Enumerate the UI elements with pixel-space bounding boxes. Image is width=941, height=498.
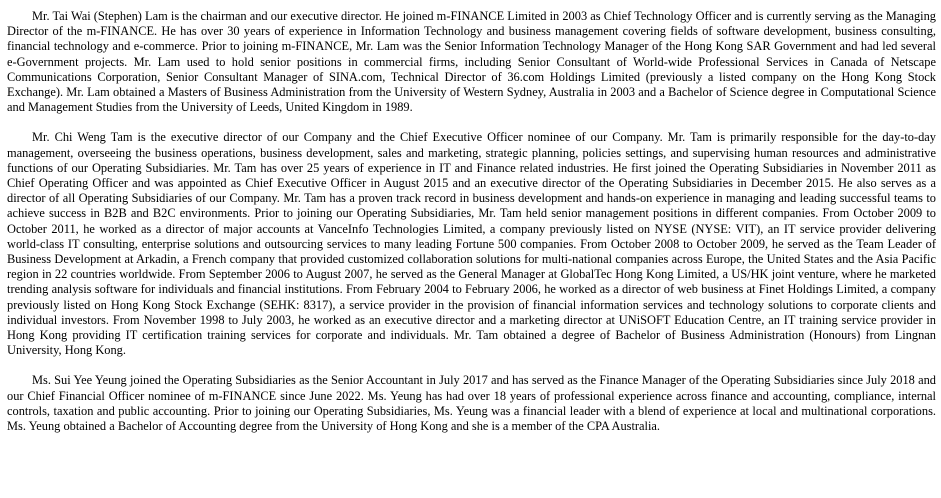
bio-paragraph-sui-yee-yeung: Ms. Sui Yee Yeung joined the Operating Subsidiaries as the Senior Accountant in July 2017 and has served as the Finance Manager of the Operating Subsidiaries since July 2018 and our Chief Financial Officer nominee of m-FINANCE since June 2022. Ms. Yeung has had over 18 years of professional experience across finance and accounting, compliance, internal controls, taxation and public accounting. Prior to joining our Operating Subsidiaries, Ms. Yeung was a financial leader with a blend of experience at local and multinational corporations. Ms. Yeung obtained a Bachelor of Accounting degree from the University of Hong Kong and she is a member of the CPA Australia.	[7, 373, 936, 434]
bio-paragraph-tai-wai-lam: Mr. Tai Wai (Stephen) Lam is the chairman and our executive director. He joined m-FINANCE Limited in 2003 as Chief Technology Officer and is currently serving as the Managing Director of the m-FINANCE. He has over 30 years of experience in Information Technology and business management covering fields of software development, business consulting, financial technology and e-commerce. Prior to joining m-FINANCE, Mr. Lam was the Senior Information Technology Manager of the Hong Kong SAR Government and had led several e-Government projects. Mr. Lam used to hold senior positions in commercial firms, including Senior Consultant of World-wide Professional Services in Canada of Netscape Communications Corporation, Senior Consultant Manager of SINA.com, Technical Director of 36.com Holdings Limited (previously a listed company on the Hong Kong Stock Exchange). Mr. Lam obtained a Masters of Business Administration from the University of Western Sydney, Australia in 2003 and a Bachelor of Science degree in Computational Science and Management Studies from the University of Leeds, United Kingdom in 1989.	[7, 9, 936, 115]
document-page	[7, 9, 936, 434]
bio-paragraph-chi-weng-tam: Mr. Chi Weng Tam is the executive director of our Company and the Chief Executive Officer nominee of our Company. Mr. Tam is primarily responsible for the day-to-day management, overseeing the business operations, business development, sales and marketing, strategic planning, policies settings, and supervising human resources and administrative functions of our Operating Subsidiaries. Mr. Tam has over 25 years of experience in IT and Finance related industries. He first joined the Operating Subsidiaries in November 2011 as Chief Operating Officer and was appointed as Chief Executive Officer in August 2015 and an executive director of the Operating Subsidiaries in December 2015. He also serves as a director of all Operating Subsidiaries of our Company. Mr. Tam has a proven track record in business development and hands-on experience in managing and leading successful teams to achieve success in B2B and B2C environments. Prior to joining our Operating Subsidiaries, Mr. Tam held senior management positions in different companies. From October 2009 to October 2011, he worked as a director of major accounts at VanceInfo Technologies Limited, a company previously listed on NYSE (NYSE: VIT), an IT service provider delivering world-class IT consulting, enterprise solutions and outsourcing services to many leading Fortune 500 companies. From October 2008 to October 2009, he served as the Team Leader of Business Development at Arkadin, a French company that provided customized collaboration solutions for multi-national companies across Europe, the United States and the Asia Pacific region in 22 countries worldwide. From September 2006 to August 2007, he served as the General Manager at GlobalTec Hong Kong Limited, a US/HK joint venture, where he marketed trending analysis software for individuals and financial institutions. From February 2004 to February 2006, he worked as a director of web business at Finet Holdings Limited, a company previously listed on Hong Kong Stock Exchange (SEHK: 8317), a service provider in the provision of financial information services and technology solutions to corporate clients and individual investors. From November 1998 to July 2003, he worked as an executive director and a marketing director at UNiSOFT Education Centre, an IT training service provider in Hong Kong providing IT certification training services for corporate and individuals. Mr. Tam obtained a degree of Bachelor of Business Administration (Honours) from Lingnan University, Hong Kong.	[7, 130, 936, 358]
